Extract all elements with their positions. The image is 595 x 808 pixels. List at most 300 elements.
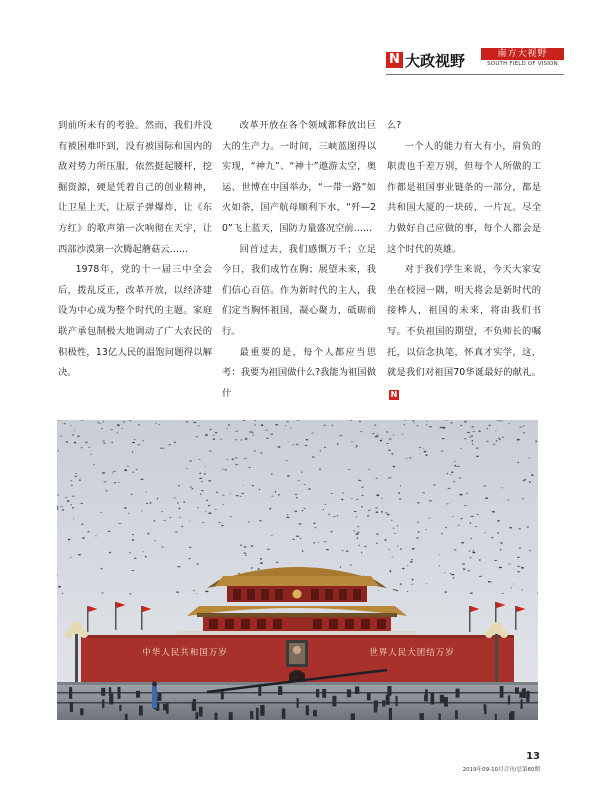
pigeon — [412, 420, 414, 421]
pigeon — [122, 421, 125, 422]
pigeon — [521, 589, 522, 590]
pigeon — [447, 473, 448, 475]
pigeon — [382, 438, 383, 439]
pigeon — [356, 533, 359, 534]
pigeon — [189, 547, 192, 548]
pigeon — [284, 425, 286, 426]
pigeon — [275, 424, 278, 425]
pigeon — [393, 466, 396, 468]
pigeon — [433, 484, 436, 485]
pigeon — [102, 472, 105, 473]
pigeon — [312, 456, 315, 458]
pigeon — [112, 473, 113, 474]
pigeon — [476, 456, 478, 458]
pigeon — [499, 439, 501, 440]
pigeon — [356, 516, 357, 518]
pigeon — [439, 565, 440, 567]
pigeon — [271, 434, 274, 435]
person — [158, 693, 162, 701]
pigeon — [222, 469, 224, 470]
pigeon — [342, 550, 344, 551]
pigeon — [287, 514, 289, 516]
pigeon — [235, 439, 238, 440]
pigeon — [57, 450, 59, 451]
pigeon — [461, 542, 464, 543]
pigeon — [65, 497, 68, 498]
pigeon — [74, 442, 76, 444]
pigeon — [357, 527, 360, 528]
person — [261, 706, 264, 715]
pigeon — [332, 425, 334, 426]
pigeon — [227, 459, 229, 460]
pigeon — [411, 559, 413, 560]
person — [101, 688, 105, 696]
pigeon — [145, 556, 147, 558]
pigeon — [517, 557, 520, 558]
pigeon — [66, 441, 68, 443]
pigeon — [67, 500, 70, 501]
person — [118, 687, 121, 699]
pigeon — [400, 583, 402, 584]
pigeon — [117, 425, 120, 426]
pigeon — [208, 480, 211, 481]
pigeon — [189, 460, 192, 461]
pigeon — [458, 477, 461, 478]
pigeon — [361, 552, 362, 554]
pigeon — [235, 431, 238, 432]
pigeon — [497, 532, 500, 534]
pigeon — [57, 495, 59, 496]
pigeon — [72, 434, 75, 436]
pigeon — [248, 467, 250, 468]
pigeon — [386, 431, 389, 432]
pigeon — [328, 514, 331, 515]
pigeon — [381, 498, 383, 499]
pigeon — [175, 532, 178, 533]
pigeon — [292, 539, 295, 540]
pigeon — [337, 515, 339, 516]
pigeon — [163, 448, 165, 450]
pigeon — [368, 510, 371, 511]
pigeon — [464, 505, 467, 506]
pigeon — [245, 438, 248, 440]
pigeon — [129, 593, 132, 594]
pigeon — [60, 436, 62, 437]
pigeon — [254, 451, 256, 452]
pigeon — [454, 465, 456, 467]
pigeon — [295, 494, 298, 496]
pigeon — [313, 523, 316, 524]
pigeon — [305, 445, 308, 446]
pigeon — [493, 444, 496, 445]
person — [519, 692, 522, 698]
paragraph-text: 对于我们学生来说，今天大家安坐在校园一隅，明天将会是新时代的接棒人，祖国的未来，将由我们书写。不负祖国的期望，不负师长的嘱托，以信念执笔，怀真才实学，这，就是我们对祖国70华诞最好的献礼。 — [387, 264, 541, 379]
pigeon — [323, 425, 326, 426]
paragraph: 最重要的是，每个人都应当思考：我要为祖国做什么?我能为祖国做什 — [222, 346, 376, 399]
pigeon — [497, 438, 500, 439]
person — [229, 712, 233, 720]
person — [258, 686, 261, 696]
pigeon — [60, 506, 63, 507]
pigeon — [319, 469, 322, 470]
pigeon — [393, 589, 396, 590]
pigeon — [181, 526, 183, 528]
pigeon — [192, 488, 194, 489]
pigeon — [296, 497, 298, 498]
pigeon — [235, 464, 238, 466]
pigeon — [517, 462, 519, 463]
pigeon — [155, 423, 157, 424]
pigeon — [288, 442, 289, 443]
pigeon — [153, 520, 155, 521]
pigeon — [75, 473, 77, 474]
pigeon — [265, 430, 268, 431]
pigeon — [313, 542, 315, 544]
pigeon — [460, 425, 462, 426]
pigeon — [110, 429, 113, 430]
pigeon — [476, 448, 479, 449]
pigeon — [522, 498, 525, 499]
pigeon — [62, 509, 64, 510]
person — [515, 687, 519, 694]
pigeon — [376, 478, 378, 479]
pigeon — [214, 509, 217, 510]
person — [455, 710, 458, 719]
pigeon — [423, 448, 424, 449]
pigeon — [178, 508, 180, 510]
pigeon — [199, 478, 202, 479]
pigeon — [220, 439, 223, 440]
pigeon — [251, 567, 253, 568]
pigeon — [174, 442, 177, 443]
pigeon — [242, 485, 243, 486]
pigeon — [428, 518, 431, 519]
pigeon — [109, 552, 112, 553]
pigeon — [422, 492, 425, 493]
pigeon — [103, 481, 106, 482]
pigeon — [486, 428, 488, 429]
pigeon — [269, 508, 272, 510]
pigeon — [275, 491, 277, 493]
pigeon — [124, 469, 127, 471]
pigeon — [517, 439, 520, 441]
brand-name-cn: 南方大视野 — [481, 48, 564, 60]
pigeon — [221, 525, 223, 526]
issue-label: 2019年09-10月合刊/总第60期 — [462, 767, 540, 773]
pigeon — [469, 557, 472, 558]
pigeon — [402, 434, 404, 435]
pigeon — [146, 503, 148, 505]
pigeon — [425, 529, 427, 530]
pigeon — [356, 447, 358, 448]
pigeon — [208, 505, 210, 506]
pigeon — [94, 464, 95, 465]
pigeon — [398, 492, 400, 494]
pigeon — [372, 433, 375, 435]
pigeon — [450, 573, 451, 575]
pigeon — [276, 562, 279, 563]
pigeon — [215, 432, 217, 433]
pigeon — [249, 431, 252, 432]
person — [139, 706, 143, 716]
pigeon — [404, 424, 406, 426]
person — [382, 700, 385, 706]
person — [109, 694, 113, 705]
pigeon — [380, 440, 382, 442]
pigeon — [138, 424, 140, 425]
pigeon — [472, 431, 475, 432]
pigeon — [210, 429, 212, 430]
person — [508, 695, 510, 704]
pigeon — [424, 451, 427, 453]
pigeon — [190, 486, 192, 487]
pigeon — [477, 514, 479, 515]
pigeon — [453, 577, 455, 578]
pigeon — [407, 565, 408, 566]
pigeon — [81, 523, 83, 525]
pigeon — [457, 466, 460, 467]
person — [509, 713, 513, 720]
pigeon — [131, 494, 133, 496]
pigeon — [492, 511, 495, 512]
pigeon — [74, 430, 75, 431]
pigeon — [161, 546, 164, 547]
pigeon — [471, 435, 474, 437]
pigeon — [213, 435, 215, 436]
pigeon — [302, 550, 304, 552]
pigeon — [453, 481, 456, 482]
pigeon — [470, 538, 472, 540]
pigeon — [132, 442, 135, 443]
pigeon — [523, 432, 525, 433]
pigeon — [224, 469, 227, 471]
pigeon — [470, 592, 473, 594]
pigeon — [97, 422, 99, 423]
person — [367, 693, 371, 700]
pigeon — [188, 558, 191, 559]
pigeon — [361, 495, 363, 496]
pigeon — [496, 440, 498, 442]
pigeon — [460, 448, 462, 449]
pigeon — [71, 485, 73, 486]
pigeon — [407, 591, 409, 592]
pigeon — [419, 453, 420, 454]
pigeon — [456, 466, 458, 467]
pigeon — [301, 471, 303, 473]
pigeon — [253, 435, 255, 436]
pigeon — [333, 516, 336, 517]
pigeon — [330, 493, 333, 494]
pigeon — [502, 593, 505, 594]
person — [526, 693, 529, 703]
pigeon — [444, 591, 447, 592]
pigeon — [201, 481, 203, 483]
pigeon — [113, 471, 116, 472]
pigeon — [517, 566, 520, 568]
pigeon — [339, 435, 342, 437]
pigeon — [393, 435, 394, 436]
pigeon — [417, 531, 419, 532]
pigeon — [410, 561, 413, 562]
pigeon — [494, 560, 497, 561]
pigeon — [210, 450, 211, 452]
pigeon — [118, 482, 120, 483]
pigeon — [391, 520, 393, 522]
pigeon — [519, 548, 522, 549]
pigeon — [446, 503, 449, 504]
person — [316, 689, 319, 697]
pigeon — [388, 450, 391, 451]
person — [386, 695, 390, 705]
person — [444, 697, 448, 706]
pigeon — [354, 511, 357, 512]
person — [440, 695, 444, 703]
pigeon — [70, 504, 72, 505]
pigeon — [479, 576, 482, 577]
pigeon — [285, 460, 288, 461]
person — [495, 714, 497, 720]
pigeon — [278, 446, 281, 447]
pigeon — [472, 440, 474, 442]
pigeon — [121, 428, 123, 429]
pigeon — [360, 431, 362, 432]
pigeon — [201, 490, 204, 491]
paragraph — [387, 260, 541, 404]
pigeon — [195, 436, 198, 437]
pigeon — [497, 520, 500, 522]
person — [80, 708, 83, 715]
pigeon — [445, 527, 447, 528]
pigeon — [101, 568, 103, 570]
pigeon — [367, 515, 370, 516]
pigeon — [142, 551, 144, 552]
pigeon — [440, 427, 443, 429]
pigeon — [183, 501, 185, 502]
pigeon — [342, 492, 344, 493]
pigeon — [375, 507, 378, 509]
pigeon — [354, 530, 356, 532]
pigeon — [85, 442, 88, 444]
pigeon — [340, 566, 341, 568]
pigeon — [416, 537, 419, 539]
pigeon — [205, 511, 206, 512]
person — [521, 699, 523, 709]
pigeon — [441, 533, 443, 535]
pigeon — [507, 499, 510, 500]
pigeon — [169, 517, 171, 518]
pigeon — [145, 492, 146, 493]
pigeon — [129, 552, 131, 554]
pigeon — [228, 424, 230, 426]
pigeon — [193, 590, 195, 591]
pigeon — [388, 478, 389, 479]
pigeon — [330, 531, 332, 533]
pigeon — [375, 436, 378, 438]
pigeon — [358, 480, 361, 482]
pigeon — [451, 422, 453, 423]
pigeon — [442, 428, 445, 430]
pigeon — [155, 540, 156, 541]
pigeon — [196, 593, 197, 594]
pigeon — [286, 517, 289, 518]
paragraph: 回首过去，我们感慨万千；立足今日，我们成竹在胸；展望未来，我们信心百倍。作为新时代的主人，我们定当胸怀祖国，凝心聚力，砥砺前行。 — [222, 243, 376, 337]
pigeon — [326, 549, 329, 550]
pigeon — [470, 516, 473, 517]
pigeon — [509, 527, 512, 529]
pigeon — [198, 459, 200, 460]
pigeon — [356, 445, 359, 446]
pigeon — [244, 546, 247, 547]
person — [136, 691, 140, 698]
pigeon — [82, 537, 85, 539]
pigeon — [346, 550, 349, 552]
pigeon — [426, 583, 427, 584]
pigeon — [479, 431, 481, 433]
pigeon — [444, 572, 446, 573]
pigeon — [500, 542, 503, 543]
pigeon — [206, 500, 208, 501]
pigeon — [301, 510, 303, 511]
pigeon — [294, 510, 297, 512]
person — [387, 686, 391, 696]
pigeon — [472, 552, 475, 554]
pigeon — [90, 454, 92, 455]
pigeon — [364, 546, 367, 547]
pigeon — [260, 452, 262, 454]
pigeon — [129, 420, 131, 421]
pigeon — [147, 533, 149, 535]
pigeon — [376, 511, 379, 513]
pigeon — [523, 425, 524, 426]
pigeon — [287, 475, 290, 477]
paragraph: 改革开放在各个领域都释放出巨大的生产力。一时间，三峡蓝图得以实现，“神九”、“神十”遨游太空，奥运、世博在中国举办，“一带一路”如火如荼，国产航母顺利下水，“歼—20”飞上蓝天，国防力量盛况空前…… — [222, 120, 376, 234]
pigeon — [388, 477, 391, 478]
pigeon — [389, 438, 392, 440]
pigeon — [429, 426, 432, 427]
pigeon — [213, 439, 215, 440]
pigeon — [324, 541, 327, 542]
pigeon — [80, 503, 83, 504]
pigeon — [209, 450, 210, 451]
pigeon — [521, 567, 524, 569]
pigeon — [132, 472, 135, 473]
pigeon — [271, 535, 274, 536]
pigeon — [391, 557, 394, 558]
pigeon — [103, 421, 104, 422]
pigeon — [361, 506, 362, 508]
pigeon — [387, 514, 389, 516]
pigeon — [73, 518, 74, 519]
pigeon — [105, 490, 108, 491]
pigeon — [511, 587, 512, 589]
pigeon — [323, 509, 324, 510]
pigeon — [386, 443, 389, 444]
pigeon — [489, 425, 491, 426]
pigeon — [298, 523, 301, 524]
pigeon — [397, 546, 398, 547]
pigeon — [356, 499, 358, 500]
pigeon — [470, 522, 472, 523]
pigeon — [161, 511, 163, 512]
pigeon — [361, 487, 363, 488]
paragraph: 一个人的能力有大有小，肩负的职责也千差万别，但每个人所做的工作都是祖国事业链条的一部分，都是共和国大厦的一块砖，一片瓦。尽全力做好自己应做的事，每个人都会是这个时代的英雄。 — [387, 140, 541, 255]
pigeon — [376, 534, 379, 535]
pigeon — [359, 421, 361, 422]
pigeon — [138, 444, 141, 445]
pigeon — [163, 520, 166, 521]
pigeon — [117, 432, 118, 433]
pigeon — [376, 435, 379, 436]
